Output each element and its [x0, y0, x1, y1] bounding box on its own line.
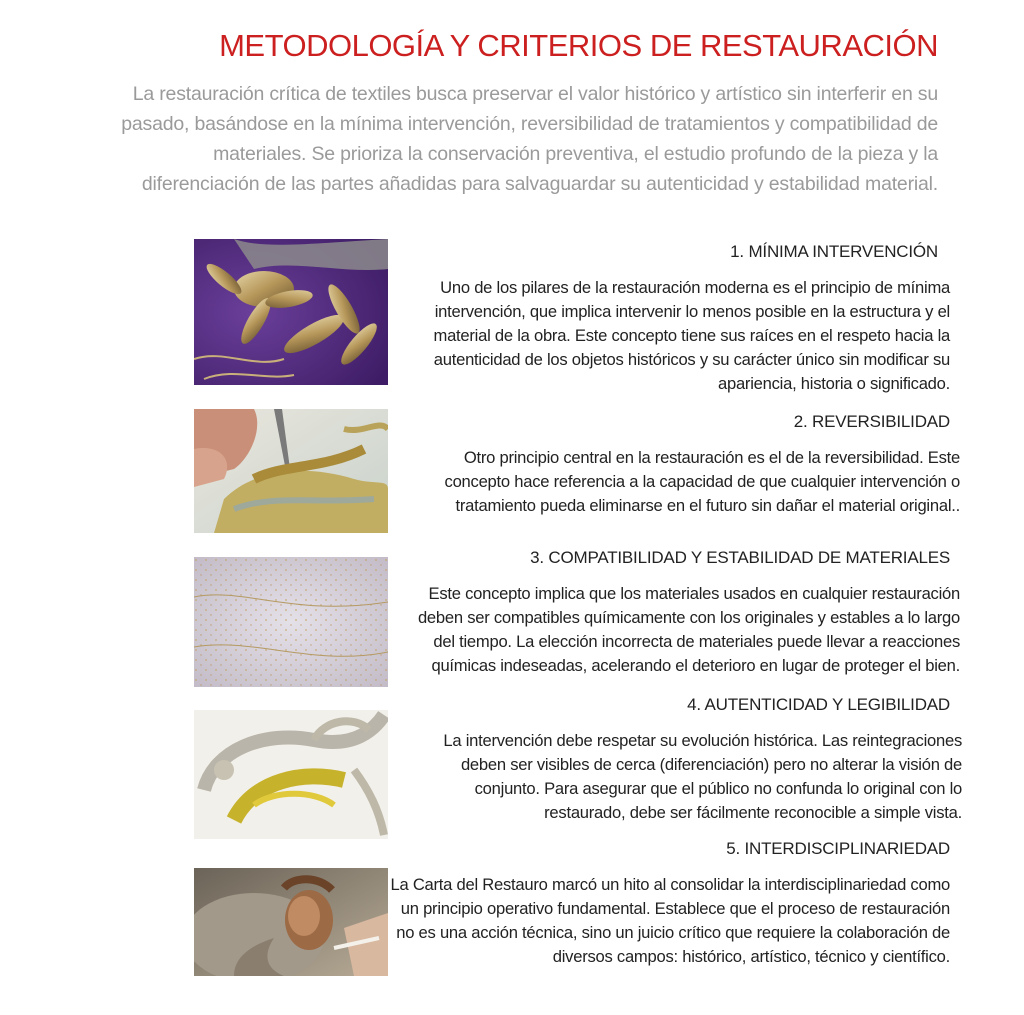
section-heading: 5. INTERDISCIPLINARIEDAD — [726, 839, 950, 858]
page-title: METODOLOGÍA Y CRITERIOS DE RESTAURACIÓN — [219, 28, 938, 63]
section-body: La intervención debe respetar su evolución histórica. Las reintegraciones deben ser visibles de cerca (diferenciación) pero no alterar la visión de conjunto. Para asegurar que el público no confunda lo original con lo restaurado, debe ser fácilmente reconocible a simple vista. — [443, 731, 962, 822]
section-body: Otro principio central en la restauración es el de la reversibilidad. Este concepto hace referencia a la capacidad de que cualquier intervención o tratamiento pueda eliminarse en el futuro sin dañar el material original.. — [444, 448, 960, 515]
section-body: Este concepto implica que los materiales usados en cualquier restauración deben ser compatibles químicamente con los originales y estables a lo largo del tiempo. La elección incorrecta de materiales puede llevar a reacciones químicas indeseadas, acelerando el deterioro en lugar de proteger el bien. — [417, 584, 960, 675]
embroidery-purple-velvet-photo — [194, 239, 388, 385]
section-heading: 3. COMPATIBILIDAD Y ESTABILIDAD DE MATERIALES — [530, 548, 950, 567]
section-body: La Carta del Restauro marcó un hito al consolidar la interdisciplinariedad como un principio operativo fundamental. Establece que el proceso de restauración no es una acción técnica, sino un juicio crítico que requiere la colaboración de diversos campos: histórico, artístico, técnico y científico. — [390, 875, 950, 966]
section-body: Uno de los pilares de la restauración moderna es el principio de mínima intervención, que implica intervenir lo menos posible en la estructura y el material de la obra. Este concepto tiene sus raíces en el respeto hacia la autenticidad de los objetos históricos y su carácter único sin modificar su apariencia, historia o significado. — [433, 278, 950, 393]
intro-paragraph: La restauración crítica de textiles busca preservar el valor histórico y artístico sin interferir en su pasado, basándose en la mínima intervención, reversibilidad de tratamientos y compatibilidad de materiales. Se prioriza la conservación preventiva, el estudio profundo de la pieza y la diferenciación de las partes añadidas para salvaguardar su autenticidad y estabilidad material. — [121, 83, 938, 195]
gold-scroll-embroidery-photo — [194, 710, 388, 839]
textile-tulle-detail-photo — [194, 557, 388, 687]
section-heading: 4. AUTENTICIDAD Y LEGIBILIDAD — [687, 695, 950, 714]
sculpture-cleaning-photo — [194, 868, 388, 976]
section-heading: 1. MÍNIMA INTERVENCIÓN — [730, 242, 938, 261]
section-heading: 2. REVERSIBILIDAD — [793, 412, 950, 431]
hand-restoring-embroidery-photo — [194, 409, 388, 533]
